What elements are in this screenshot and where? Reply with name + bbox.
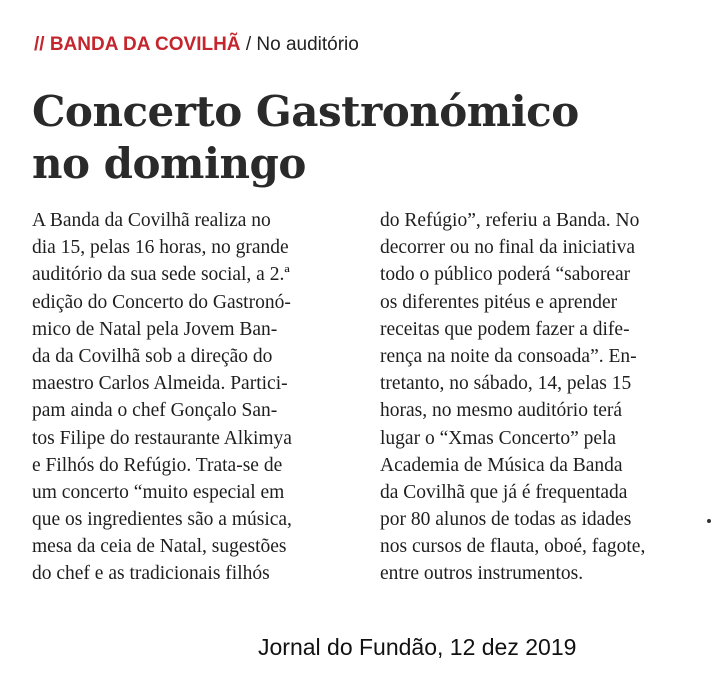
text-line: lugar o “Xmas Concerto” pela xyxy=(380,427,617,449)
text-line: do chef e as tradicionais filhós xyxy=(32,563,270,585)
text-line: que os ingredientes são a música, xyxy=(32,509,292,531)
kicker-separator: / xyxy=(240,34,257,55)
stray-dot-mark xyxy=(707,519,711,523)
article-headline xyxy=(32,86,692,190)
text-line: A Banda da Covilhã realiza no xyxy=(32,210,271,231)
text-line: do Refúgio”, referiu a Banda. No xyxy=(380,210,640,231)
text-line: mico de Natal pela Jovem Ban- xyxy=(32,318,278,340)
text-line: auditório da sua sede social, a 2.ª xyxy=(32,264,290,286)
headline-line: Concerto Gastronómico xyxy=(32,87,579,136)
text-line: pam ainda o chef Gonçalo San- xyxy=(32,400,278,422)
text-line: da da Covilhã sob a direção do xyxy=(32,345,273,367)
text-line: decorrer ou no final da iniciativa xyxy=(380,237,636,259)
text-line: dia 15, pelas 16 horas, no grande xyxy=(32,237,289,259)
text-line: entre outros instrumentos. xyxy=(380,563,584,585)
subsection-label: No auditório xyxy=(256,34,359,55)
text-line: edição do Concerto do Gastronó- xyxy=(32,291,291,313)
section-kicker xyxy=(34,34,359,56)
text-line: da Covilhã que já é frequentada xyxy=(380,481,628,503)
text-line: maestro Carlos Almeida. Partici- xyxy=(32,373,288,395)
section-label: // BANDA DA COVILHÃ xyxy=(34,34,241,55)
article-column-left xyxy=(32,207,362,588)
text-line: tos Filipe do restaurante Alkimya xyxy=(32,427,292,449)
headline-line: no domingo xyxy=(32,139,306,188)
text-line: nos cursos de flauta, oboé, fagote, xyxy=(380,536,646,558)
text-line: os diferentes pitéus e aprender xyxy=(380,291,618,313)
text-line: receitas que podem fazer a dife- xyxy=(380,318,630,340)
article-column-right xyxy=(380,207,700,588)
text-line: todo o público poderá “saborear xyxy=(380,264,631,286)
text-line: mesa da ceia de Natal, sugestões xyxy=(32,536,287,558)
source-caption: Jornal do Fundão, 12 dez 2019 xyxy=(258,634,577,660)
text-line: horas, no mesmo auditório terá xyxy=(380,400,623,422)
text-line: um concerto “muito especial em xyxy=(32,481,285,503)
text-line: Academia de Música da Banda xyxy=(380,454,623,476)
text-line: e Filhós do Refúgio. Trata-se de xyxy=(32,454,283,476)
text-line: rença na noite da consoada”. En- xyxy=(380,345,637,367)
text-line: por 80 alunos de todas as idades xyxy=(380,509,632,531)
text-line: tretanto, no sábado, 14, pelas 15 xyxy=(380,373,632,395)
